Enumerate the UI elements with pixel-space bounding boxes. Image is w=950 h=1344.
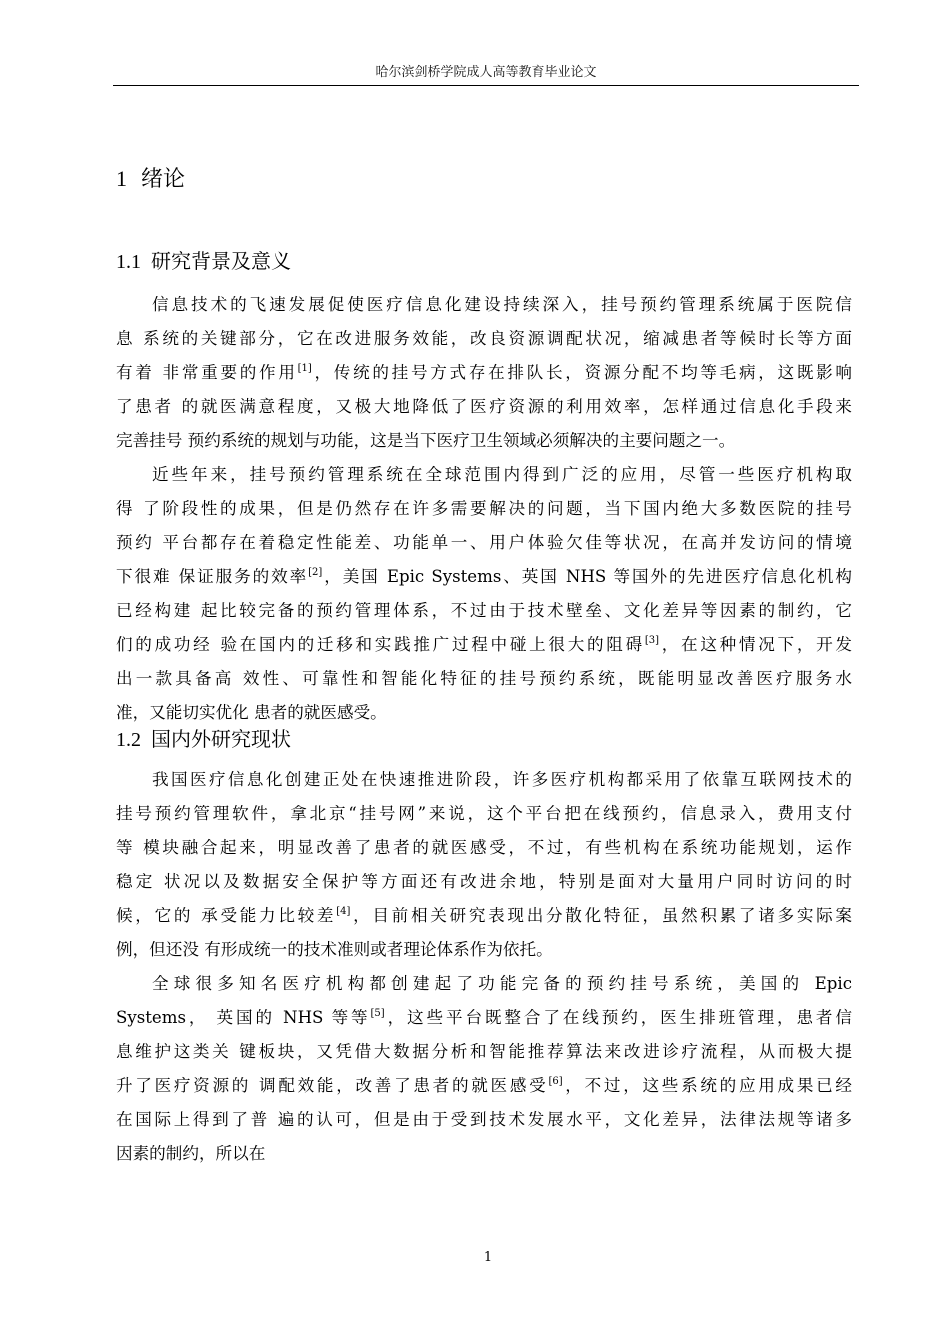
chapter-title: 绪论 <box>141 167 186 192</box>
section-number: 1.2 <box>116 729 141 751</box>
text-line: 下很难 保证服务的效率[2]，美国 Epic Systems、英国 NHS 等国外的先进医疗信息化机构 <box>116 567 852 586</box>
citation-mark: [3] <box>644 635 660 646</box>
citation-mark: [1] <box>297 363 312 374</box>
section-heading-1-1 <box>116 247 291 276</box>
text-line: 信息技术的飞速发展促使医疗信息化建设持续深入，挂号预约管理系统属于医院信 <box>152 295 852 314</box>
text-line: 在国际上得到了普 遍的认可，但是由于受到技术发展水平，文化差异，法律法规等诸多 <box>116 1110 852 1129</box>
section-number: 1.1 <box>116 251 141 273</box>
citation-mark: [6] <box>548 1076 563 1087</box>
citation-mark: [4] <box>336 906 351 917</box>
section-title: 研究背景及意义 <box>151 249 291 273</box>
text-line: 们的成功经 验在国内的迁移和实践推广过程中碰上很大的阻碍[3]，在这种情况下，开发 <box>116 635 852 654</box>
text-line: 全球很多知名医疗机构都创建起了功能完备的预约挂号系统，美国的 Epic <box>152 974 852 993</box>
text-line: 得 了阶段性的成果，但是仍然存在许多需要解决的问题，当下国内绝大多数医院的挂号 <box>116 499 852 518</box>
text-line: 准，又能切实优化 患者的就医感受。 <box>116 703 387 722</box>
text-line: 近些年来，挂号预约管理系统在全球范围内得到广泛的应用，尽管一些医疗机构取 <box>152 465 852 484</box>
text-line: 预约 平台都存在着稳定性能差、功能单一、用户体验欠佳等状况，在高并发访问的情境 <box>116 533 852 552</box>
chapter-number: 1 <box>116 166 127 191</box>
text-line: 了患者 的就医满意程度，又极大地降低了医疗资源的利用效率，怎样通过信息化手段来 <box>116 397 852 416</box>
paragraph <box>116 288 852 458</box>
text-line: 候，它的 承受能力比较差[4]，目前相关研究表现出分散化特征，虽然积累了诸多实际案 <box>116 906 852 925</box>
chapter-heading <box>116 164 185 195</box>
section-title: 国内外研究现状 <box>151 727 291 751</box>
text-line: 息 系统的关键部分，它在改进服务效能，改良资源调配状况，缩减患者等候时长等方面 <box>116 329 852 348</box>
running-header: 哈尔滨剑桥学院成人高等教育毕业论文 <box>375 65 597 80</box>
text-line: 升了医疗资源的 调配效能，改善了患者的就医感受[6]，不过，这些系统的应用成果已经 <box>116 1076 853 1095</box>
page-number: 1 <box>483 1250 493 1265</box>
text-line: 因素的制约，所以在 <box>116 1144 266 1163</box>
text-line: 出一款具备高 效性、可靠性和智能化特征的挂号预约系统，既能明显改善医疗服务水 <box>116 669 852 688</box>
text-line: 有着 非常重要的作用[1]，传统的挂号方式存在排队长，资源分配不均等毛病，这既影响 <box>116 363 853 382</box>
text-line: 稳定 状况以及数据安全保护等方面还有改进余地，特别是面对大量用户同时访问的时 <box>116 872 852 891</box>
section-heading-1-2 <box>116 725 291 754</box>
text-line: 息维护这类关 键板块，又凭借大数据分析和智能推荐算法来改进诊疗流程，从而极大提 <box>116 1042 852 1061</box>
citation-mark: [2] <box>308 567 323 578</box>
paragraph <box>116 458 852 730</box>
paragraph <box>116 967 852 1171</box>
text-line: 挂号预约管理软件，拿北京“挂号网”来说，这个平台把在线预约，信息录入，费用支付 <box>116 804 852 823</box>
paragraph <box>116 763 852 967</box>
text-line: 完善挂号 预约系统的规划与功能，这是当下医疗卫生领域必须解决的主要问题之一。 <box>116 431 736 450</box>
text-line: 我国医疗信息化创建正处在快速推进阶段，许多医疗机构都采用了依靠互联网技术的 <box>152 770 852 789</box>
text-line: Systems， 英国的 NHS 等等[5]，这些平台既整合了在线预约，医生排班管理，患者信 <box>116 1008 852 1027</box>
text-line: 例，但还没 有形成统一的技术准则或者理论体系作为依托。 <box>116 940 553 959</box>
text-line: 已经构建 起比较完备的预约管理体系，不过由于技术壁垒、文化差异等因素的制约，它 <box>116 601 852 620</box>
citation-mark: [5] <box>370 1008 385 1019</box>
text-line: 等 模块融合起来，明显改善了患者的就医感受，不过，有些机构在系统功能规划，运作 <box>116 838 852 857</box>
header-rule <box>113 85 859 86</box>
